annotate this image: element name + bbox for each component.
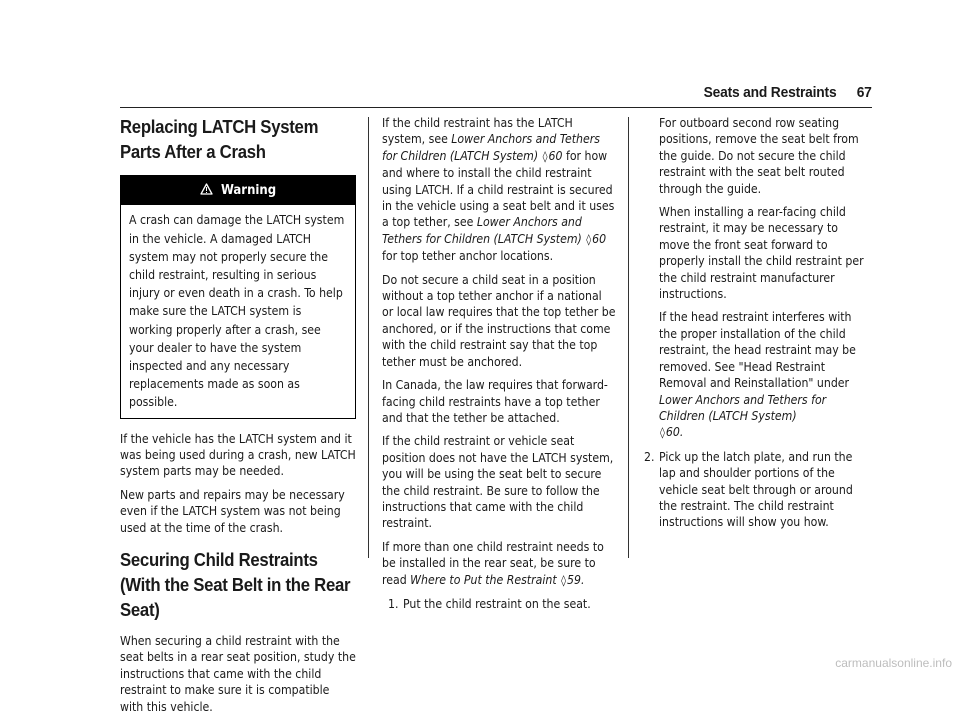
section-heading: Securing Child Restraints (With the Seat Belt in the Rear Seat) [120,550,351,621]
watermark: carmanualsonline.info [835,656,952,670]
paragraph [382,115,616,265]
header-rule [120,107,872,108]
list-number: 1. [388,596,399,611]
paragraph: When installing a rear-facing child restraint, it may be necessary to move the front seat forward to properly install the child restraint per the child restraint manufacturer instructions. [659,205,864,302]
list-text: Put the child restraint on the seat. [403,596,591,611]
page-number: 67 [857,84,872,101]
page-header [704,84,872,101]
column-divider [628,117,629,558]
list-text: Pick up the latch plate, and run the lap and shoulder portions of the vehicle seat belt through or around the restraint. The child restraint instructions will show you how. [659,449,853,530]
column-3 [644,115,872,538]
page-ref-number[interactable]: 60 [548,148,563,163]
list-item [382,596,616,612]
section-title: Seats and Restraints [703,84,837,101]
warning-text: A crash can damage the LATCH system in the vehicle. A damaged LATCH system may not properly secure the child restraint, resulting in serious injury or even death in a crash. To help make sure the LATCH system is working properly after a crash, see your dealer to have the system inspected and any necessary replacements made as soon as possible. [129,213,345,410]
paragraph: New parts and repairs may be necessary even if the LATCH system was not being used at the time of the crash. [120,487,345,535]
paragraph: For outboard second row seating positions, remove the seat belt from the guide. Do not secure the child restraint with the seat belt routed through the guide. [659,116,859,196]
page-ref-number[interactable]: 60 [592,231,607,246]
text: for top tether anchor locations. [382,249,554,264]
paragraph: If more than one child restraint needs to be installed in the rear seat, be sure to read Where to Put the Restraint ◊59. [382,539,604,587]
text: for how and where to install the child restraint using LATCH. If a child restraint is secured in the vehicle using a seat belt and it uses a top tether, see [382,148,615,230]
page-ref-number[interactable]: 59 [567,572,581,587]
paragraph: If the head restraint interferes with the proper installation of the child restraint, the head restraint may be removed. See "Head Restraint Removal and Reinstallation" under Lower Anchors and Tethers for Children (LATCH System) ◊60. [659,310,856,440]
paragraph: If the child restraint or vehicle seat position does not have the LATCH system, you will be using the seat belt to secure the child restraint. Be sure to follow the instructions that came with the child restraint. [382,434,614,531]
text: If more than one child restraint needs to be installed in the rear seat, be sure to read [382,539,604,587]
page-ref-icon: ◊ [586,232,592,246]
page-ref-icon: ◊ [660,426,665,440]
cross-reference-link[interactable]: Lower Anchors and Tethers for Children (LATCH System) [382,215,582,246]
paragraph: In Canada, the law requires that forward-facing child restraints have a top tether and that the tether be attached. [382,378,608,425]
text: If the child restraint has the LATCH system, see [382,116,573,147]
column-1 [120,115,356,722]
page-ref-number[interactable]: 60 [665,425,680,440]
cross-reference-link[interactable]: Lower Anchors and Tethers for Children (LATCH System) [382,132,600,163]
list-item [644,449,872,531]
column-divider [368,117,369,558]
list-number: 2. [644,449,655,464]
cross-reference-link[interactable]: Lower Anchors and Tethers for Children (LATCH System) [659,392,827,423]
warning-triangle-icon [200,183,217,198]
section-heading: Replacing LATCH System Parts After a Crash [120,117,319,162]
paragraph: When securing a child restraint with the seat belts in a rear seat position, study the instructions that came with the child restraint to make sure it is compatible with this vehicle. [120,634,356,714]
page-ref-icon: ◊ [542,149,548,163]
cross-reference-link[interactable]: Where to Put the Restraint [410,572,557,587]
page-ref-icon: ◊ [561,573,567,587]
warning-title: Warning [220,183,277,198]
warning-header [121,176,355,205]
paragraph: Do not secure a child seat in a position without a top tether anchor if a national or local law requires that the top tether be anchored, or if the instructions that come with the child restraint say that the top tether must be anchored. [382,272,616,369]
column-2 [382,115,616,619]
paragraph: If the vehicle has the LATCH system and it was being used during a crash, new LATCH system parts may be needed. [120,431,356,479]
warning-box [120,175,356,419]
text: If the head restraint interferes with the proper installation of the child restraint, the head restraint may be removed. See "Head Restraint Removal and Reinstallation" under [659,310,856,391]
